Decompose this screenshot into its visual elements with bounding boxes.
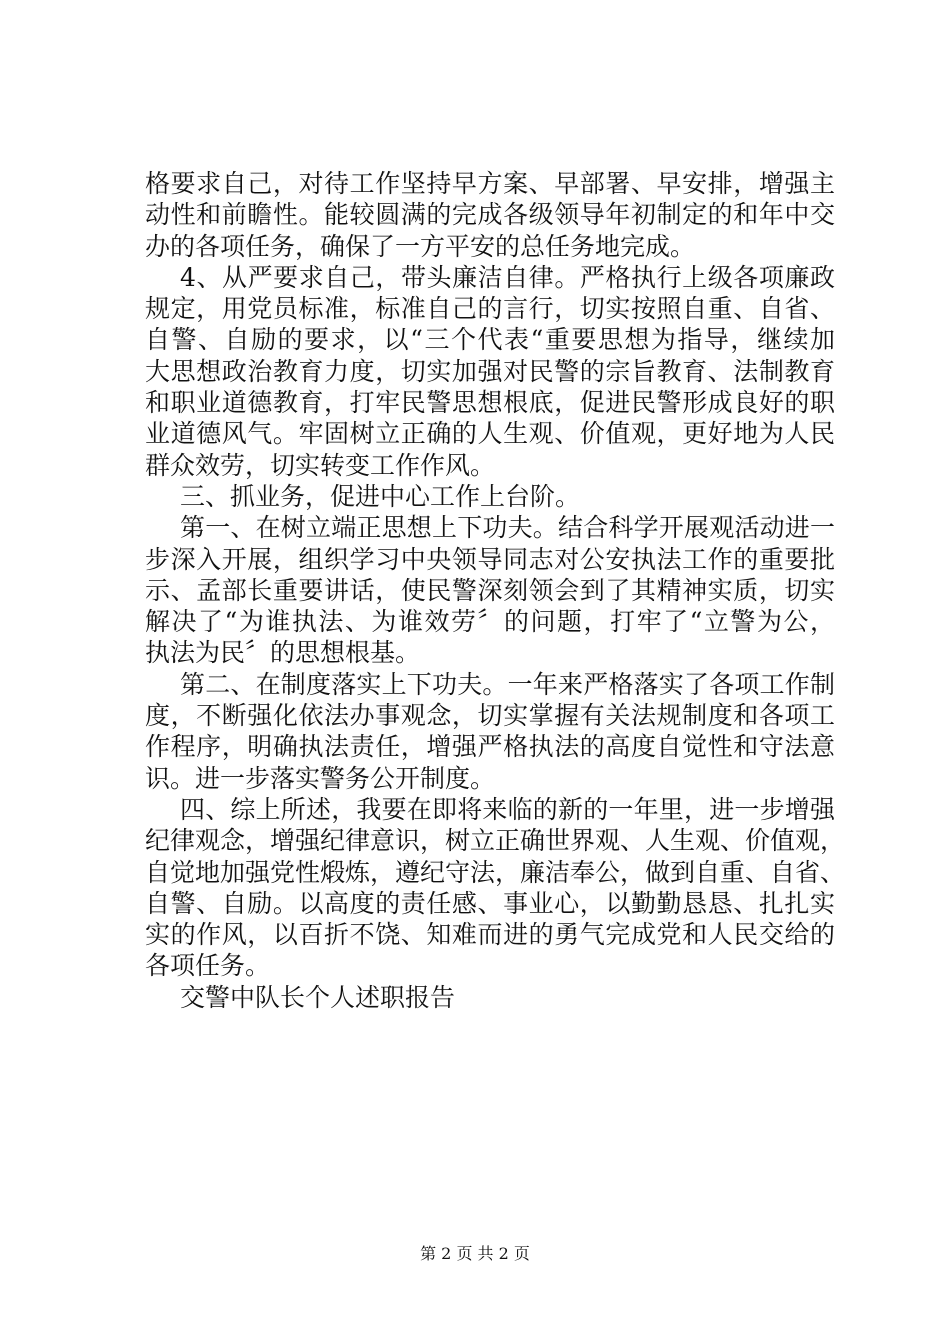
text-line: 解决了“为谁执法、为谁效劳〞的问题，打牢了“立警为公， <box>145 607 835 637</box>
text-line: 度，不断强化依法办事观念，切实掌握有关法规制度和各项工 <box>145 701 835 731</box>
paragraph-4 <box>145 512 835 668</box>
text-line: 四、综上所述，我要在即将来临的新的一年里，进一步增强 <box>180 794 835 824</box>
text-line: 自觉地加强党性煅炼，遵纪守法，廉洁奉公，做到自重、自省、 <box>145 857 846 887</box>
section-heading: 三、抓业务，促进中心工作上台阶。 <box>180 481 581 511</box>
paragraph-5 <box>145 669 835 794</box>
text-line: 步深入开展，组织学习中央领导同志对公安执法工作的重要批 <box>145 544 835 574</box>
text-line: 群众效劳，切实转变工作作风。 <box>145 450 496 480</box>
text-line: 格要求自己，对待工作坚持早方案、早部署、早安排，增强主 <box>145 169 835 198</box>
text-line: 自警、自励。以高度的责任感、事业心，以勤勤恳恳、扎扎实 <box>145 888 835 918</box>
text-line: 实的作风，以百折不饶、知难而进的勇气完成党和人民交给的 <box>145 920 835 950</box>
paragraph-7 <box>145 982 835 1013</box>
text-line: 作程序，明确执法责任，增强严格执法的高度自觉性和守法意 <box>145 732 835 762</box>
text-line: 4、从严要求自己，带头廉洁自律。严格执行上级各项廉政 <box>180 262 835 292</box>
document-body <box>145 168 846 1013</box>
text-line: 示、孟部长重要讲话，使民警深刻领会到了其精神实质，切实 <box>145 575 835 605</box>
paragraph-2 <box>145 262 835 481</box>
text-line: 各项任务。 <box>145 951 271 981</box>
text-line: 第二、在制度落实上下功夫。一年来严格落实了各项工作制 <box>180 669 835 699</box>
text-line: 自警、自励的要求，以“三个代表“重要思想为指导，继续加 <box>145 325 835 355</box>
text-line: 业道德风气。牢固树立正确的人生观、价值观，更好地为人民 <box>145 419 835 449</box>
paragraph-6 <box>145 794 846 982</box>
text-line: 和职业道德教育，打牢民警思想根底，促进民警形成良好的职 <box>145 388 835 418</box>
text-line: 纪律观念，增强纪律意识，树立正确世界观、人生观、价值观， <box>145 826 846 856</box>
text-line: 识。进一步落实警务公开制度。 <box>145 763 496 793</box>
paragraph-3 <box>145 481 835 512</box>
page-number: 第 2 页 共 2 页 <box>420 1244 530 1263</box>
text-line: 规定，用党员标准，标准自己的言行，切实按照自重、自省、 <box>145 294 835 324</box>
paragraph-1 <box>145 168 835 262</box>
document-title-line: 交警中队长个人述职报告 <box>180 982 456 1012</box>
text-line: 第一、在树立端正思想上下功夫。结合科学开展观活动进一 <box>180 513 835 543</box>
text-line: 办的各项任务，确保了一方平安的总任务地完成。 <box>145 231 696 261</box>
text-line: 大思想政治教育力度，切实加强对民警的宗旨教育、法制教育 <box>145 356 835 386</box>
text-line: 执法为民〞的思想根基。 <box>145 638 421 668</box>
text-line: 动性和前瞻性。能较圆满的完成各级领导年初制定的和年中交 <box>145 200 835 230</box>
